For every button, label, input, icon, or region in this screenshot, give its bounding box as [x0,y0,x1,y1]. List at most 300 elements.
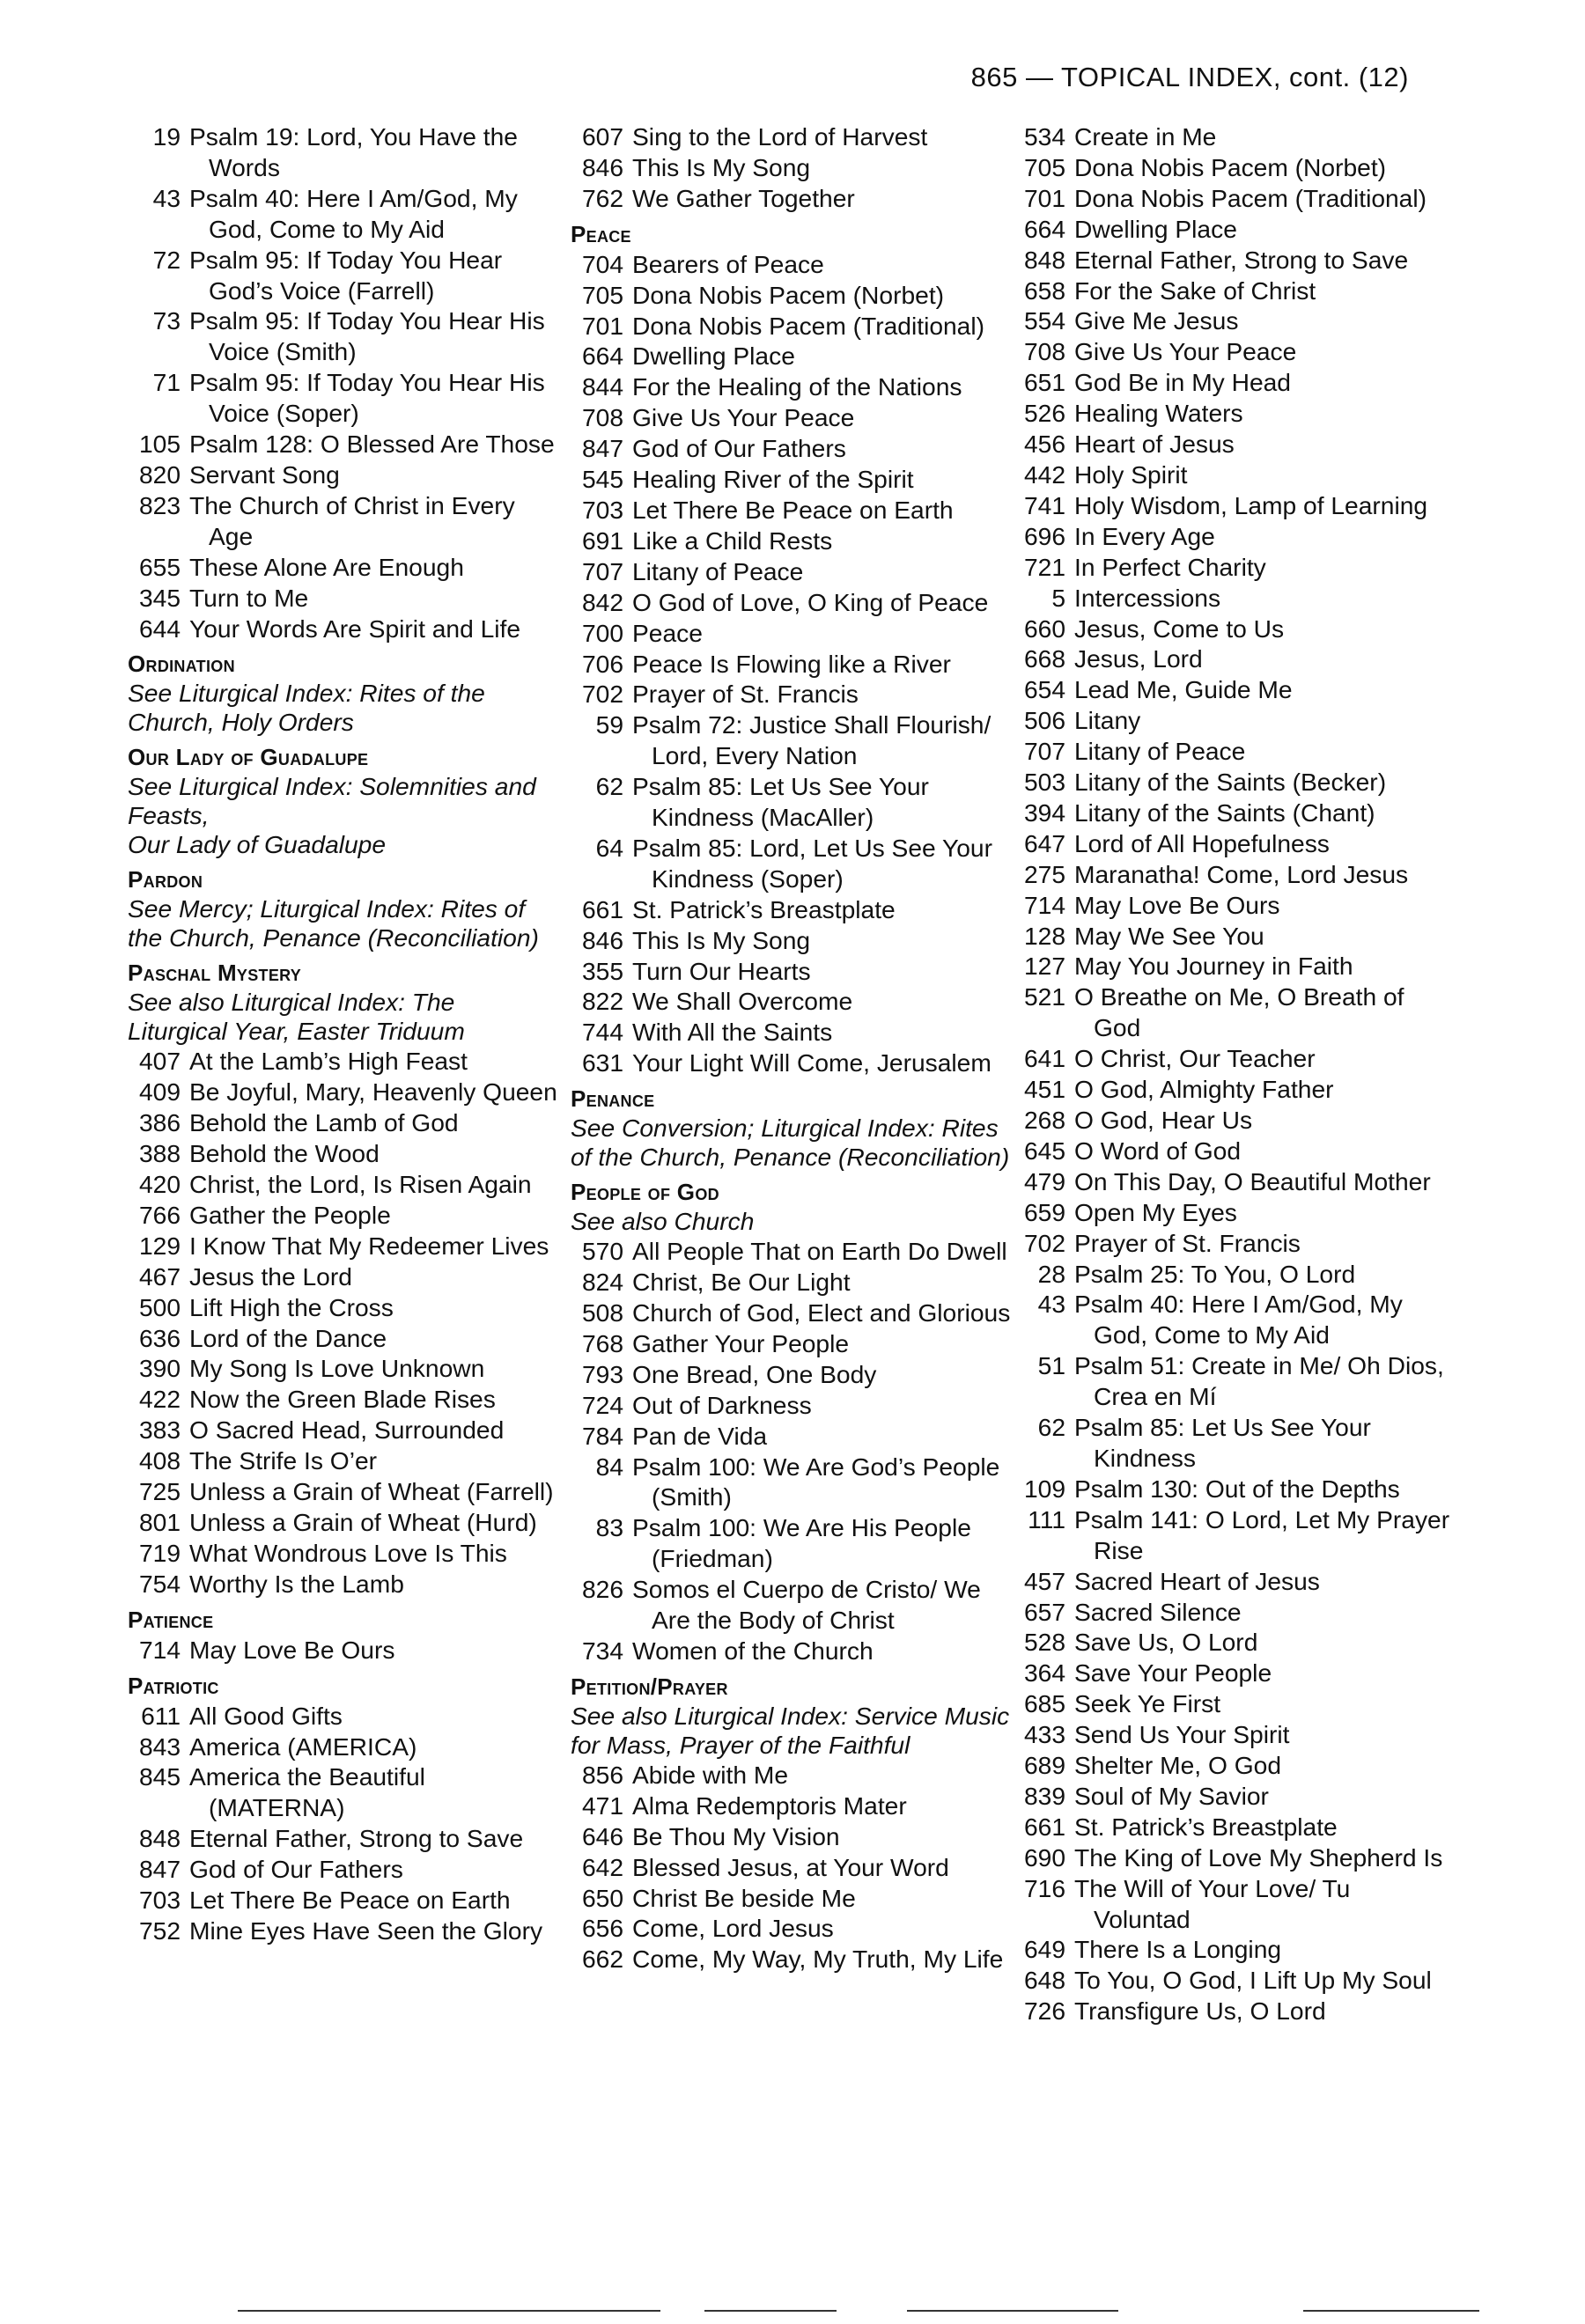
section-heading: Paschal Mystery [128,960,302,987]
hymn-title: Out of Darkness [632,1390,812,1419]
index-column-2 [571,121,1015,1975]
hymn-number: 704 [581,249,623,278]
hymn-title: Dwelling Place [632,342,795,371]
index-entry [128,1077,559,1107]
index-entry [128,429,559,460]
hymn-title: Give Us Your Peace [632,403,855,432]
section-heading: Penance [571,1085,655,1113]
hymn-number: 442 [1023,460,1065,489]
index-entry [1013,583,1453,614]
section-heading: Petition/Prayer [571,1673,728,1700]
page-title: 865 — TOPICAL INDEX, cont. (12) [970,62,1409,92]
hymn-number: 390 [138,1354,181,1383]
index-entry [128,1701,559,1732]
hymn-title: Mine Eyes Have Seen the Glory [189,1916,543,1945]
section-heading: Pardon [128,866,203,894]
hymn-number: 64 [595,833,623,862]
hymn-title: In Perfect Charity [1074,552,1266,581]
hymn-title: Maranatha! Come, Lord Jesus [1074,859,1409,888]
index-entry [571,280,1015,311]
hymn-title: Dwelling Place [1074,214,1237,243]
index-entry [1013,1105,1453,1136]
hymn-number: 570 [581,1237,623,1266]
hymn-number: 654 [1023,675,1065,704]
index-entry [571,556,1015,587]
hymn-title: Psalm 40: Here I Am/God, My God, Come to My Aid [189,183,518,243]
index-entry [1013,552,1453,583]
index-entry [128,1635,559,1666]
hymn-number: 662 [581,1945,623,1974]
hymn-title: Dona Nobis Pacem (Norbet) [632,280,945,309]
hymn-title: Healing River of the Spirit [632,465,914,494]
hymn-title: Behold the Wood [189,1139,380,1168]
index-entry [128,305,559,367]
hymn-number: 129 [138,1231,181,1260]
hymn-number: 690 [1023,1842,1065,1872]
hymn-title: Psalm 100: We Are His People (Friedman) [632,1513,971,1573]
footer-rule [1303,2310,1479,2312]
hymn-title: Transfigure Us, O Lord [1074,1997,1326,2026]
hymn-number: 383 [138,1416,181,1445]
hymn-number: 844 [581,372,623,401]
hymn-title: Women of the Church [632,1636,874,1665]
index-entry [128,1384,559,1415]
hymn-number: 554 [1023,306,1065,335]
index-entry [1013,398,1453,429]
hymn-title: Lead Me, Guide Me [1074,675,1293,704]
index-entry [1013,1074,1453,1105]
hymn-title: Psalm 128: O Blessed Are Those [189,430,555,459]
index-entry [1013,1259,1453,1290]
hymn-number: 433 [1023,1720,1065,1749]
index-entry [128,245,559,306]
hymn-title: Sing to the Lord of Harvest [632,122,928,151]
hymn-number: 420 [138,1170,181,1199]
index-entry [571,1048,1015,1078]
index-entry [571,679,1015,710]
hymn-number: 73 [152,306,181,335]
hymn-number: 611 [141,1701,181,1730]
hymn-number: 826 [581,1575,623,1604]
index-entry [1013,183,1453,214]
index-entry [571,1359,1015,1390]
index-entry [571,341,1015,371]
index-entry [1013,828,1453,859]
hymn-number: 641 [1023,1044,1065,1073]
hymn-title: St. Patrick’s Breastplate [632,894,896,923]
index-entry [571,1760,1015,1791]
hymn-title: Turn to Me [189,583,309,612]
hymn-title: Be Thou My Vision [632,1821,840,1850]
hymn-number: 467 [138,1261,181,1291]
index-entry [1013,1996,1453,2026]
hymn-number: 408 [138,1446,181,1475]
index-entry [1013,1934,1453,1965]
section-heading: Patience [128,1606,214,1633]
index-entry [1013,1719,1453,1750]
index-entry [571,1267,1015,1298]
hymn-number: 655 [138,552,181,581]
index-entry [1013,1228,1453,1259]
hymn-number: 784 [581,1421,623,1450]
hymn-title: Intercessions [1074,583,1221,612]
hymn-number: 847 [138,1855,181,1884]
hymn-title: Unless a Grain of Wheat (Farrell) [189,1477,554,1506]
hymn-title: I Know That My Redeemer Lives [189,1231,549,1260]
hymn-number: 105 [138,430,181,459]
hymn-title: For the Sake of Christ [1074,276,1316,305]
hymn-number: 364 [1023,1658,1065,1688]
hymn-title: Heart of Jesus [1074,430,1235,459]
index-entry [571,1512,1015,1574]
index-entry [1013,1043,1453,1074]
index-entry [1013,982,1453,1043]
index-entry [571,1328,1015,1359]
index-entry [571,1390,1015,1421]
index-entry [571,986,1015,1017]
hymn-title: Litany [1074,706,1141,735]
hymn-title: Alma Redemptoris Mater [632,1791,907,1820]
hymn-title: Psalm 95: If Today You Hear God’s Voice (Farrell) [189,245,503,305]
hymn-title: Psalm 85: Lord, Let Us See Your Kindness (Soper) [632,833,992,893]
index-entry [1013,1627,1453,1658]
hymn-number: 268 [1023,1106,1065,1134]
hymn-number: 479 [1023,1166,1065,1195]
cross-reference-note: See Liturgical Index: Solemnities and Feasts, [128,772,536,830]
hymn-title: O God, Almighty Father [1074,1075,1334,1104]
index-entry [128,367,559,429]
hymn-number: 59 [595,710,623,739]
hymn-title: America (AMERICA) [189,1732,417,1761]
hymn-number: 83 [595,1513,623,1542]
index-entry [1013,1166,1453,1197]
hymn-number: 768 [581,1328,623,1357]
hymn-title: My Song Is Love Unknown [189,1354,485,1383]
hymn-title: Now the Green Blade Rises [189,1385,496,1414]
hymn-number: 451 [1023,1075,1065,1104]
hymn-number: 847 [581,434,623,463]
hymn-number: 702 [581,680,623,709]
hymn-number: 646 [581,1821,623,1850]
hymn-number: 71 [152,368,181,397]
hymn-title: The Strife Is O’er [189,1446,378,1475]
hymn-number: 752 [138,1916,181,1945]
index-entry [571,649,1015,680]
hymn-title: Shelter Me, O God [1074,1751,1281,1780]
hymn-number: 659 [1023,1197,1065,1226]
hymn-number: 503 [1023,768,1065,797]
hymn-number: 649 [1023,1935,1065,1964]
hymn-title: On This Day, O Beautiful Mother [1074,1166,1431,1195]
hymn-title: God Be in My Head [1074,368,1291,397]
hymn-number: 701 [581,311,623,340]
hymn-title: We Shall Overcome [632,987,853,1016]
index-entry [1013,245,1453,276]
hymn-number: 407 [138,1047,181,1076]
hymn-title: Dona Nobis Pacem (Norbet) [1074,152,1387,181]
hymn-title: Healing Waters [1074,399,1243,428]
index-entry [1013,1197,1453,1228]
hymn-title: All People That on Earth Do Dwell [632,1237,1007,1266]
hymn-number: 822 [581,987,623,1016]
index-entry [1013,859,1453,890]
hymn-number: 846 [581,152,623,181]
hymn-title: In Every Age [1074,521,1215,550]
hymn-number: 744 [581,1018,623,1047]
index-entry [571,371,1015,402]
section-heading: Patriotic [128,1672,219,1699]
index-entry [571,1913,1015,1944]
hymn-number: 534 [1023,122,1065,151]
hymn-title: Dona Nobis Pacem (Traditional) [632,311,985,340]
index-entry [571,1636,1015,1666]
hymn-title: Sacred Heart of Jesus [1074,1566,1320,1595]
index-entry [128,1916,559,1946]
hymn-title: Peace [632,618,703,647]
hymn-number: 824 [581,1268,623,1297]
index-entry [128,614,559,644]
index-entry [1013,1289,1453,1350]
hymn-title: Like a Child Rests [632,526,833,555]
index-entry [571,925,1015,956]
hymn-number: 708 [1023,337,1065,366]
index-entry [1013,521,1453,552]
hymn-title: There Is a Longing [1074,1935,1282,1964]
hymn-title: Dona Nobis Pacem (Traditional) [1074,183,1427,212]
hymn-title: Prayer of St. Francis [1074,1228,1301,1257]
hymn-title: Christ, Be Our Light [632,1268,851,1297]
hymn-title: Psalm 85: Let Us See Your Kindness (MacAller) [632,772,929,832]
hymn-number: 842 [581,587,623,616]
hymn-title: America the Beautiful (MATERNA) [189,1762,425,1822]
hymn-number: 345 [138,583,181,612]
index-entry [1013,705,1453,736]
hymn-title: Your Words Are Spirit and Life [189,614,521,643]
hymn-number: 845 [138,1762,181,1791]
hymn-title: All Good Gifts [189,1701,343,1730]
hymn-title: Jesus the Lord [189,1261,352,1291]
hymn-number: 508 [581,1298,623,1327]
index-entry [128,1138,559,1169]
hymn-number: 43 [152,183,181,212]
hymn-number: 644 [138,614,181,643]
hymn-number: 726 [1023,1997,1065,2026]
hymn-number: 457 [1023,1566,1065,1595]
hymn-title: Prayer of St. Francis [632,680,859,709]
hymn-title: Holy Wisdom, Lamp of Learning [1074,490,1428,519]
hymn-number: 127 [1023,952,1065,981]
hymn-title: Somos el Cuerpo de Cristo/ We Are the Body of Christ [632,1575,981,1635]
hymn-title: Lord of All Hopefulness [1074,828,1330,857]
index-entry [571,710,1015,771]
hymn-title: Gather Your People [632,1328,850,1357]
hymn-number: 355 [581,956,623,985]
index-entry [571,1883,1015,1914]
index-entry [1013,1965,1453,1996]
index-entry [571,894,1015,925]
hymn-number: 707 [581,556,623,585]
hymn-number: 62 [595,772,623,801]
hymn-number: 43 [1037,1290,1065,1319]
hymn-number: 716 [1023,1873,1065,1902]
index-entry [128,1292,559,1323]
index-entry [571,771,1015,833]
hymn-number: 528 [1023,1628,1065,1657]
hymn-number: 696 [1023,521,1065,550]
hymn-title: This Is My Song [632,152,811,181]
hymn-title: These Alone Are Enough [189,552,464,581]
index-entry [128,183,559,245]
hymn-title: Pan de Vida [632,1421,768,1450]
section-heading: Ordination [128,651,235,678]
hymn-number: 660 [1023,614,1065,643]
cross-reference-note: See Mercy; Liturgical Index: Rites of the Church, Penance (Reconciliation) [128,894,539,952]
hymn-number: 5 [1051,583,1065,612]
hymn-number: 801 [138,1508,181,1536]
hymn-number: 19 [152,122,181,151]
index-entry [128,1107,559,1138]
index-entry [1013,1781,1453,1812]
hymn-number: 719 [138,1538,181,1567]
hymn-number: 647 [1023,828,1065,857]
footer-rule [907,2310,1118,2312]
index-entry [128,1538,559,1569]
hymn-title: Create in Me [1074,122,1217,151]
hymn-number: 657 [1023,1597,1065,1626]
hymn-title: Psalm 19: Lord, You Have the Words [189,122,518,181]
hymn-number: 500 [138,1292,181,1321]
index-entry [1013,276,1453,306]
hymn-number: 648 [1023,1966,1065,1995]
index-entry [1013,214,1453,245]
hymn-number: 109 [1023,1474,1065,1503]
hymn-number: 394 [1023,798,1065,827]
hymn-title: One Bread, One Body [632,1359,877,1388]
index-entry [1013,951,1453,982]
cross-reference-note: See Conversion; Liturgical Index: Rites of the Church, Penance (Reconciliation) [571,1114,1010,1172]
hymn-number: 631 [581,1048,623,1077]
index-entry [128,1261,559,1292]
hymn-number: 848 [1023,245,1065,274]
hymn-title: God of Our Fathers [632,434,846,463]
hymn-title: Jesus, Come to Us [1074,614,1285,643]
hymn-title: The King of Love My Shepherd Is [1074,1842,1443,1872]
index-entry [571,1421,1015,1452]
hymn-number: 661 [581,894,623,923]
hymn-title: To You, O God, I Lift Up My Soul [1074,1966,1432,1995]
hymn-title: Jesus, Lord [1074,644,1203,673]
hymn-number: 714 [138,1635,181,1664]
index-entry [1013,152,1453,183]
index-column-1 [128,121,559,1946]
index-entry [571,587,1015,618]
hymn-title: Psalm 72: Justice Shall Flourish/ Lord, Every Nation [632,710,992,770]
hymn-number: 721 [1023,552,1065,581]
hymn-title: For the Healing of the Nations [632,372,962,401]
hymn-title: Litany of the Saints (Becker) [1074,768,1387,797]
index-entry [1013,305,1453,336]
index-entry [128,1732,559,1762]
index-entry [1013,336,1453,367]
hymn-number: 636 [138,1323,181,1352]
hymn-title: This Is My Song [632,925,811,954]
hymn-title: O Sacred Head, Surrounded [189,1416,505,1445]
hymn-number: 72 [152,245,181,274]
index-entry [128,1854,559,1885]
hymn-title: Come, My Way, My Truth, My Life [632,1945,1004,1974]
hymn-title: Psalm 130: Out of the Depths [1074,1474,1400,1503]
hymn-title: Soul of My Savior [1074,1781,1269,1810]
hymn-number: 128 [1023,921,1065,950]
hymn-number: 848 [138,1824,181,1853]
hymn-number: 703 [138,1886,181,1915]
footer-rule [704,2310,837,2312]
hymn-number: 409 [138,1077,181,1107]
hymn-title: Let There Be Peace on Earth [632,495,954,524]
hymn-number: 766 [138,1200,181,1229]
hymn-title: May Love Be Ours [1074,890,1280,919]
hymn-title: Lord of the Dance [189,1323,387,1352]
footer-rule [238,2310,660,2312]
index-entry [571,183,1015,214]
index-column-3 [1013,121,1453,2026]
hymn-title: Psalm 85: Let Us See Your Kindness [1074,1413,1371,1472]
hymn-title: Church of God, Elect and Glorious [632,1298,1011,1327]
hymn-title: May Love Be Ours [189,1635,395,1664]
index-entry [128,490,559,552]
index-entry [128,1507,559,1538]
hymn-number: 388 [138,1139,181,1168]
index-entry [571,464,1015,495]
section-heading: People of God [571,1179,719,1206]
index-entry [571,433,1015,464]
index-entry [128,460,559,490]
hymn-title: At the Lamb’s High Feast [189,1047,468,1076]
hymn-number: 725 [138,1477,181,1506]
hymn-title: May We See You [1074,921,1264,950]
hymn-title: Bearers of Peace [632,249,824,278]
hymn-title: Eternal Father, Strong to Save [1074,245,1409,274]
hymn-number: 607 [581,122,623,151]
hymn-title: O Christ, Our Teacher [1074,1044,1316,1073]
hymn-title: Psalm 141: O Lord, Let My Prayer Rise [1074,1504,1450,1564]
hymn-title: Litany of Peace [632,556,804,585]
hymn-number: 839 [1023,1781,1065,1810]
hymn-title: O God, Hear Us [1074,1106,1253,1134]
hymn-title: O Word of God [1074,1136,1242,1165]
index-entry [128,121,559,183]
hymn-title: Servant Song [189,460,340,489]
hymn-title: The Church of Christ in Every Age [189,490,515,550]
hymn-title: Let There Be Peace on Earth [189,1886,511,1915]
hymn-number: 658 [1023,276,1065,305]
index-entry [1013,1842,1453,1873]
index-entry [128,1476,559,1507]
index-entry [128,1761,559,1823]
index-entry [1013,121,1453,152]
index-entry [1013,429,1453,460]
index-entry [128,1569,559,1600]
index-entry [1013,674,1453,705]
hymn-number: 28 [1037,1259,1065,1288]
hymn-number: 664 [581,342,623,371]
index-entry [571,152,1015,183]
index-entry [128,583,559,614]
hymn-number: 856 [581,1760,623,1789]
index-entry [571,1017,1015,1048]
index-entry [128,1445,559,1476]
hymn-title: Blessed Jesus, at Your Word [632,1852,949,1881]
